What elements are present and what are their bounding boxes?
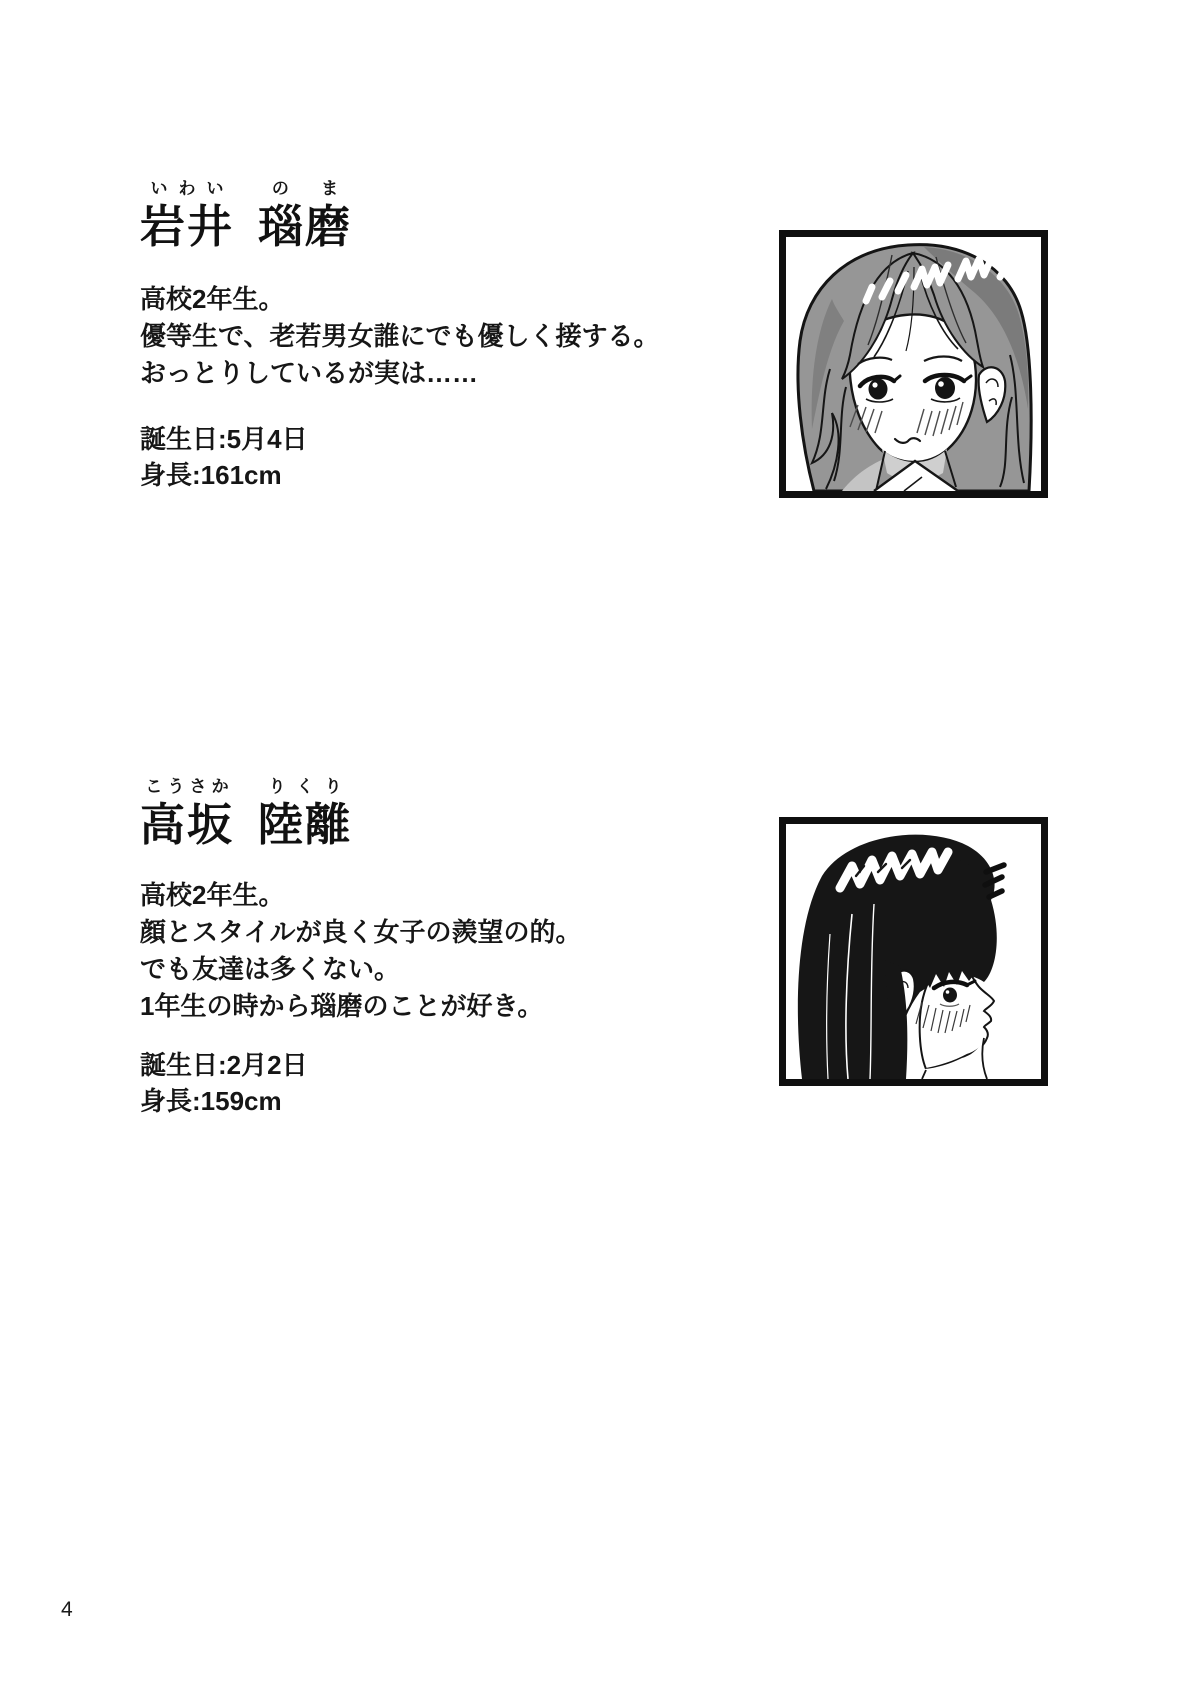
given-name-unit bbox=[258, 778, 352, 848]
wavy-gray-hair-girl-illustration bbox=[786, 237, 1041, 491]
given-name-furigana: りくり bbox=[268, 777, 353, 796]
birthday-text: 誕生日:5月4日 bbox=[140, 424, 308, 454]
portrait-frame-noma bbox=[779, 230, 1048, 498]
long-black-hair-girl-profile-illustration bbox=[786, 824, 1041, 1079]
page-number: 4 bbox=[61, 1598, 73, 1621]
given-name-kanji: 陸離 bbox=[258, 799, 353, 850]
description-line: 優等生で、老若男女誰にでも優しく接する。 bbox=[140, 321, 660, 351]
height-text: 身長:161cm bbox=[140, 460, 282, 490]
description-line: でも友達は多くない。 bbox=[140, 954, 401, 984]
portrait-frame-rikuri bbox=[779, 817, 1048, 1086]
surname-furigana: いわい bbox=[150, 179, 235, 198]
given-name-unit bbox=[258, 179, 371, 252]
character-description bbox=[140, 877, 581, 1025]
surname-unit bbox=[140, 180, 234, 250]
surname-kanji: 岩井 bbox=[140, 201, 235, 252]
character-description bbox=[140, 281, 659, 392]
description-line: 顔とスタイルが良く女子の羨望の的。 bbox=[140, 917, 582, 947]
given-name-kanji: 瑙磨 bbox=[258, 201, 353, 252]
character-name-noma bbox=[140, 179, 371, 252]
birthday-text: 誕生日:2月2日 bbox=[140, 1050, 308, 1080]
surname-unit bbox=[140, 778, 234, 848]
description-line: 1年生の時から瑙磨のことが好き。 bbox=[140, 991, 544, 1021]
height-text: 身長:159cm bbox=[140, 1086, 282, 1116]
description-line: 高校2年生。 bbox=[140, 880, 285, 910]
description-line: おっとりしているが実は…… bbox=[140, 358, 479, 388]
character-stats bbox=[140, 421, 308, 493]
character-stats bbox=[140, 1047, 308, 1119]
surname-kanji: 高坂 bbox=[140, 799, 235, 850]
given-name-furigana: のま bbox=[271, 179, 371, 198]
surname-furigana: こうさか bbox=[145, 777, 234, 796]
description-line: 高校2年生。 bbox=[140, 284, 285, 314]
character-name-rikuri bbox=[140, 778, 352, 848]
